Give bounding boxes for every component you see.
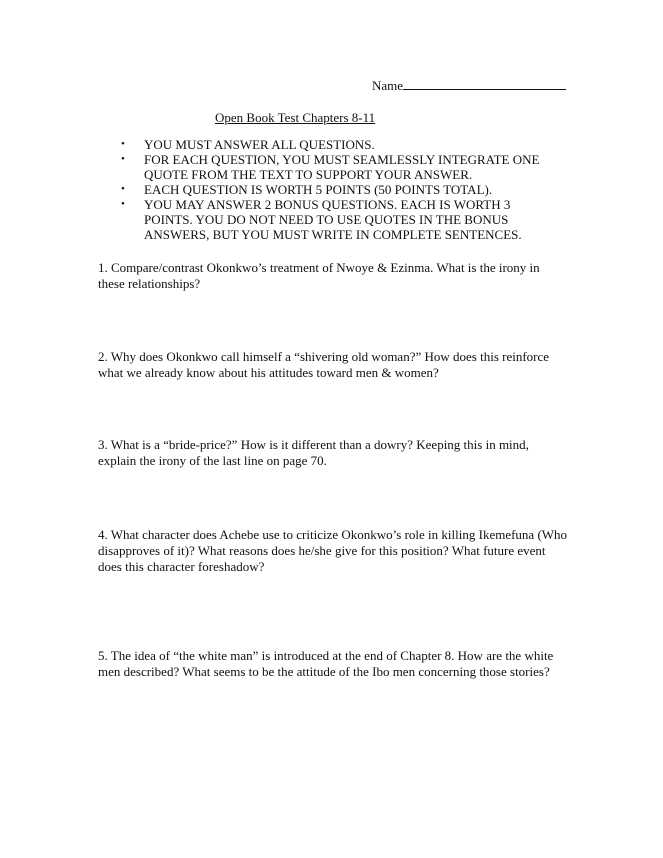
instruction-text: YOU MAY ANSWER 2 BONUS QUESTIONS. EACH IS WORTH 3 POINTS. YOU DO NOT NEED TO USE QUOTES IN THE BONUS ANSWERS, BUT YOU MUST WRITE IN COMPLETE SENTENCES. [144,197,522,242]
instruction-item [120,152,550,182]
instruction-item [120,182,550,197]
instruction-text: EACH QUESTION IS WORTH 5 POINTS (50 POINTS TOTAL). [144,182,493,197]
instruction-text: FOR EACH QUESTION, YOU MUST SEAMLESSLY INTEGRATE ONE QUOTE FROM THE TEXT TO SUPPORT YOUR ANSWER. [144,152,540,182]
bullet-icon: • [121,198,125,210]
bullet-icon: • [121,138,125,150]
instruction-item [120,137,550,152]
bullet-icon: • [121,183,125,195]
instruction-text: YOU MUST ANSWER ALL QUESTIONS. [144,137,375,152]
question-4: 4. What character does Achebe use to criticize Okonkwo’s role in killing Ikemefuna (Who disapproves of it)? What reasons does he/she give for this position? What future event does this character foreshadow? [98,527,568,574]
question-2: 2. Why does Okonkwo call himself a “shivering old woman?” How does this reinforce what we already know about his attitudes toward men & women? [98,349,550,380]
instructions-list [120,137,550,242]
name-blank-line [403,78,566,90]
question-1: 1. Compare/contrast Okonkwo’s treatment of Nwoye & Ezinma. What is the irony in these relationships? [98,260,540,291]
name-field [372,78,566,94]
name-label: Name [372,78,404,93]
question-3: 3. What is a “bride-price?” How is it different than a dowry? Keeping this in mind, explain the irony of the last line on page 70. [98,437,529,468]
question-5: 5. The idea of “the white man” is introduced at the end of Chapter 8. How are the white men described? What seems to be the attitude of the Ibo men concerning those stories? [98,648,554,679]
instruction-item [120,197,550,242]
page-title: Open Book Test Chapters 8-11 [215,110,376,125]
bullet-icon: • [121,153,125,165]
